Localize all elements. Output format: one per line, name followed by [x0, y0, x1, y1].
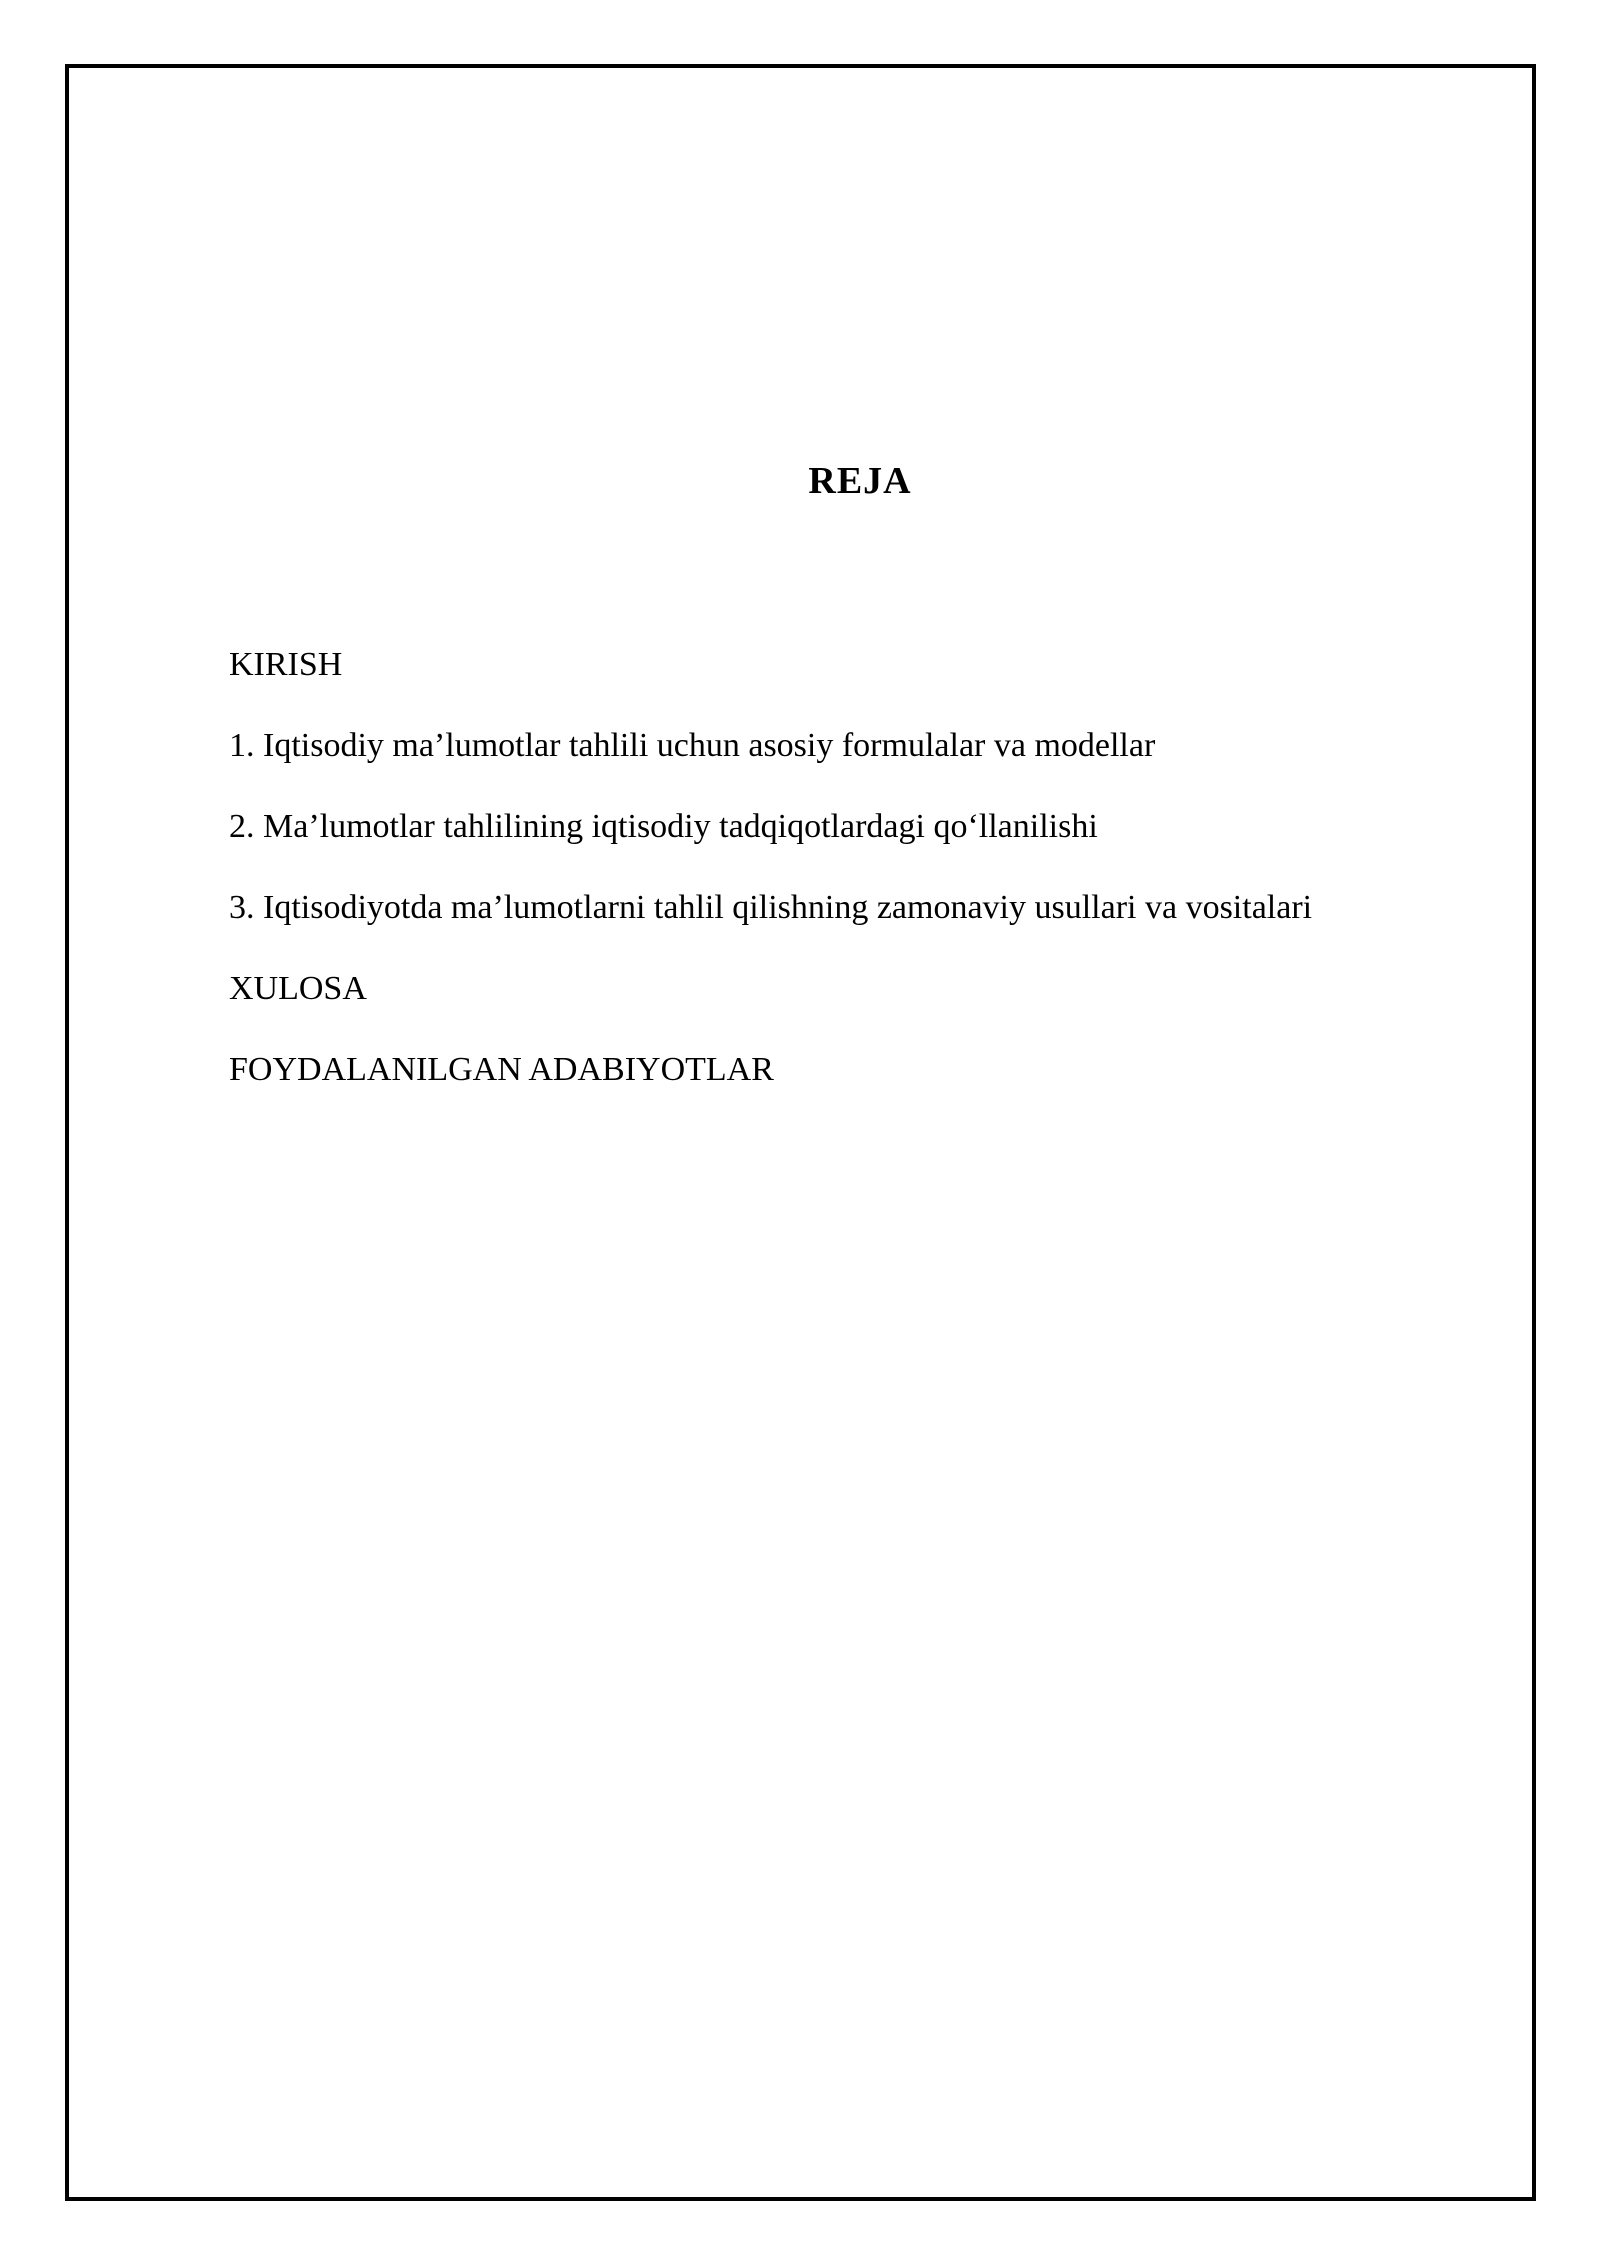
plan-outline [229, 644, 1312, 1130]
outline-item-1: 1. Iqtisodiy ma’lumotlar tahlili uchun asosiy formulalar va modellar [229, 727, 1156, 764]
outline-item-3: 3. Iqtisodiyotda ma’lumotlarni tahlil qilishning zamonaviy usullari va vositalari [229, 889, 1313, 926]
page-title: REJA [808, 460, 912, 502]
outline-item-references: FOYDALANILGAN ADABIYOTLAR [229, 1051, 774, 1088]
outline-item-2: 2. Ma’lumotlar tahlilining iqtisodiy tadqiqotlardagi qo‘llanilishi [229, 808, 1098, 845]
outline-item-conclusion: XULOSA [229, 970, 367, 1007]
page-border [65, 64, 1536, 2201]
outline-item-introduction: KIRISH [229, 646, 343, 683]
